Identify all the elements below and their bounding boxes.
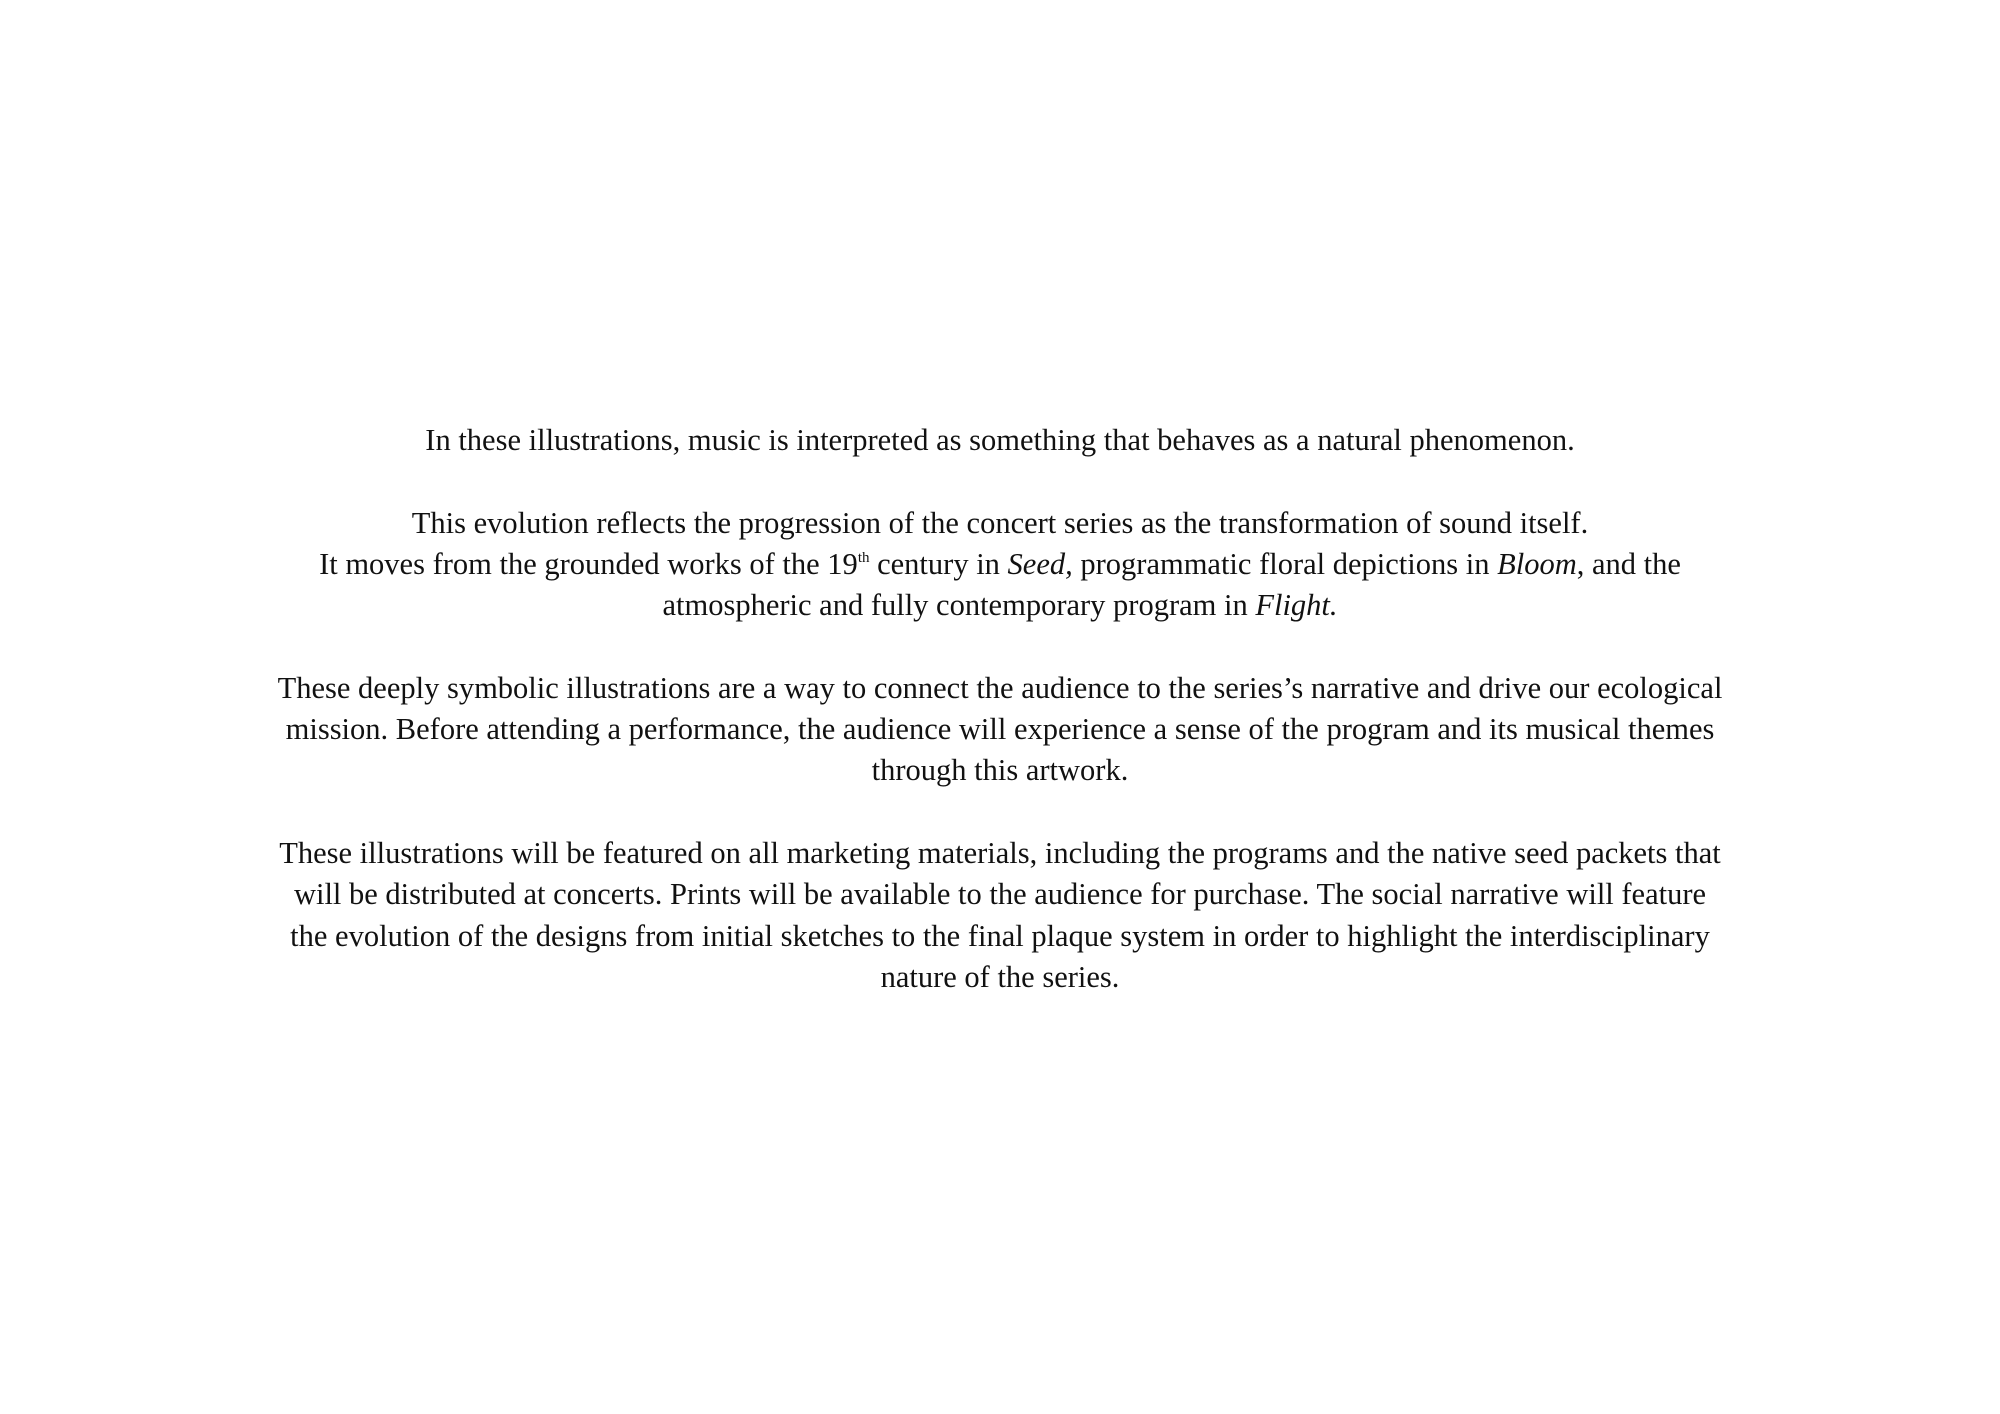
paragraph-symbolism	[270, 668, 1730, 792]
series-title-seed: Seed,	[1007, 546, 1073, 581]
evolution-text: It moves from the grounded works of the 19	[319, 546, 858, 581]
evolution-text: atmospheric and fully contemporary program in	[662, 588, 1256, 623]
paragraph-evolution	[270, 503, 1730, 627]
paragraph-evolution-line-3	[270, 585, 1730, 626]
paragraph-spacer	[270, 461, 1730, 502]
series-title-flight: Flight.	[1255, 588, 1338, 623]
paragraph-spacer	[270, 792, 1730, 833]
body-text	[270, 420, 1730, 998]
paragraph-symbolism-line-2: mission. Before attending a performance, the audience will experience a sense of the program and its musical themes	[285, 712, 1715, 747]
paragraph-marketing-line-2: will be distributed at concerts. Prints will be available to the audience for purchase. The social narrative will feature	[293, 877, 1707, 912]
paragraph-symbolism-line-1: These deeply symbolic illustrations are a way to connect the audience to the series’s narrative and drive our ecological	[277, 670, 1723, 705]
paragraph-symbolism-line-3: through this artwork.	[871, 753, 1129, 788]
evolution-text: programmatic floral depictions in	[1072, 546, 1498, 581]
paragraph-intro-line: In these illustrations, music is interpreted as something that behaves as a natural phenomenon.	[425, 423, 1575, 457]
series-title-bloom: Bloom	[1497, 546, 1577, 581]
evolution-text: , and the	[1576, 546, 1681, 581]
paragraph-marketing-line-1: These illustrations will be featured on all marketing materials, including the programs and the native seed packets that	[279, 835, 1721, 870]
paragraph-evolution-line-1: This evolution reflects the progression of the concert series as the transformation of sound itself.	[411, 505, 1589, 540]
paragraph-evolution-line-2	[270, 544, 1730, 585]
paragraph-intro	[270, 420, 1730, 461]
paragraph-marketing-line-4: nature of the series.	[880, 959, 1120, 994]
ordinal-superscript: th	[857, 549, 870, 566]
paragraph-spacer	[270, 626, 1730, 667]
paragraph-marketing	[270, 833, 1730, 998]
paragraph-marketing-line-3: the evolution of the designs from initial sketches to the final plaque system in order to highlight the interdisciplinary	[290, 918, 1710, 953]
evolution-text: century in	[869, 546, 1008, 581]
